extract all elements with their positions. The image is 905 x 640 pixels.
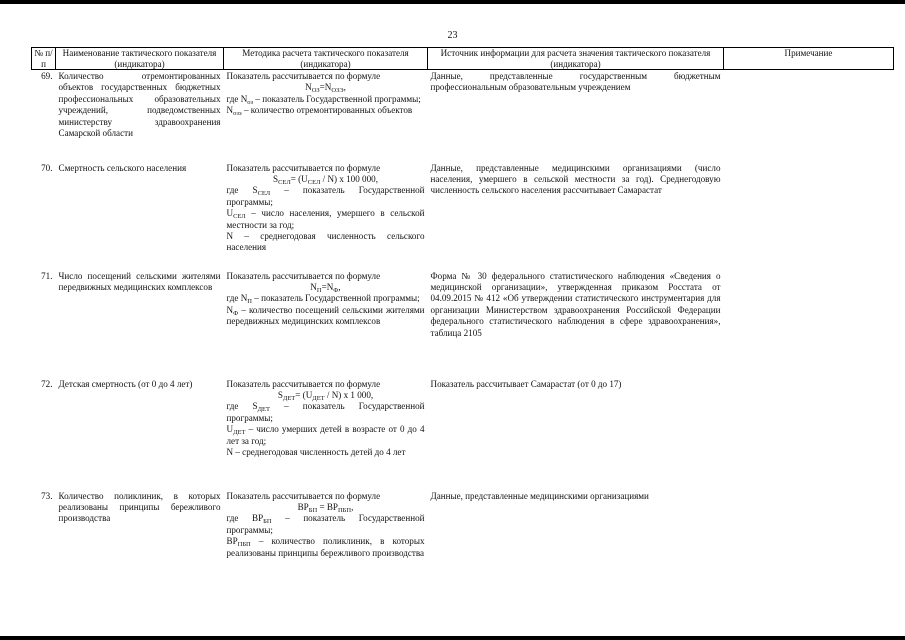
information-source: Данные, представленные государственным бюджетным профессиональным образовательным учреждением <box>430 71 721 93</box>
formula: $N_{ОЗ}=N_{ОЗЭ}$, <box>305 82 346 95</box>
method-intro: Показатель рассчитывается по формуле <box>226 378 381 389</box>
information-source: Форма № 30 федерального статистического наблюдения «Сведения о медицинской организации», утвержденная приказом Росстата от 04.09.2015 № 412 «Об утверждении статистического инструментария для организации Министерством здравоохранения Российской Федерации федерального статистического наблюдения в сфере здравоохранения», таблица 2105 <box>430 270 721 338</box>
method-line: $BP_{ПБП}$ – количество поликлиник, в которых реализованы принципы бережливого производства <box>226 536 425 558</box>
method-intro: Показатель рассчитывается по формуле <box>226 162 381 173</box>
indicator-name: Детская смертность (от 0 до 4 лет) <box>58 378 193 389</box>
formula: $S_{ДЕТ}= (U_{ДЕТ} / N)$ х 1 000, <box>277 389 374 402</box>
information-source: Показатель рассчитывает Самарастат (от 0 до 17) <box>430 378 622 389</box>
calculation-method <box>224 490 428 590</box>
note <box>724 378 894 490</box>
information-source: Данные, представленные медицинскими организациями <box>430 490 649 501</box>
header-source: Источник информации для расчета значения тактического показателя (индикатора) <box>428 48 724 70</box>
method-line: где $BP_{БП}$ – показатель Государственной программы; <box>226 513 425 535</box>
indicator-name: Количество поликлиник, в которых реализованы принципы бережливого производства <box>58 490 221 524</box>
note <box>724 490 894 590</box>
formula: $N_П=N_Ф$, <box>310 281 341 294</box>
method-intro: Показатель рассчитывается по формуле <box>226 71 381 81</box>
calculation-method <box>224 270 428 378</box>
table-row <box>32 70 894 162</box>
table-row <box>32 162 894 270</box>
method-intro: Показатель рассчитывается по формуле <box>226 490 381 501</box>
method-line: где $N_{оз}$ – показатель Государственной программы; <box>226 93 421 106</box>
note <box>724 70 894 162</box>
indicator-name: Количество отремонтированных объектов государственных бюджетных профессиональных образовательных учреждений, подведомственных министерству здравоохранения Самарской области <box>58 71 221 139</box>
method-line: $U_{СЕЛ}$ – число населения, умершего в сельской местности за год; <box>226 208 425 230</box>
page-number: 23 <box>447 30 458 41</box>
table-body <box>32 70 894 590</box>
row-number: 71. <box>41 270 53 281</box>
bottom-border <box>0 636 905 640</box>
row-number: 73. <box>41 490 53 501</box>
method-line: N – среднегодовая численность сельского населения <box>226 230 425 253</box>
note <box>724 270 894 378</box>
indicator-name: Число посещений сельскими жителями передвижных медицинских комплексов <box>58 270 221 292</box>
formula: $S_{СЕЛ}= (U_{СЕЛ} / N)$ х 100 000, <box>273 173 378 186</box>
header-method: Методика расчета тактического показателя (индикатора) <box>224 48 428 70</box>
header-name: Наименование тактического показателя (индикатора) <box>56 48 224 70</box>
method-line: где $S_{ДЕТ}$ – показатель Государственной программы; <box>226 401 425 423</box>
method-line: где $S_{СЕЛ}$ – показатель Государственной программы; <box>226 185 425 207</box>
indicator-name: Смертность сельского населения <box>58 162 187 173</box>
information-source: Данные, представленные медицинскими организациями (число населения, умершего в сельской местности за год). Среднегодовую численность сельского населения рассчитывает Самарастат <box>430 162 721 196</box>
method-line: $N_Ф$ – количество посещений сельскими жителями передвижных медицинских комплексов <box>226 304 425 327</box>
top-border <box>0 0 905 4</box>
row-number: 70. <box>41 162 53 173</box>
row-number: 72. <box>41 378 53 389</box>
table-header-row <box>32 48 894 70</box>
formula: $BP_{БП} = BP_{ПБП}$, <box>297 501 354 514</box>
method-line: где $N_П$ – показатель Государственной программы; <box>226 293 420 306</box>
calculation-method <box>224 162 428 270</box>
method-intro: Показатель рассчитывается по формуле <box>226 270 381 281</box>
table-row <box>32 270 894 378</box>
method-line: N – среднегодовая численность детей до 4 лет <box>226 446 406 457</box>
calculation-method <box>224 378 428 490</box>
table-row <box>32 490 894 590</box>
method-line: $U_{ДЕТ}$ – число умерших детей в возрасте от 0 до 4 лет за год; <box>226 424 425 446</box>
header-num: № п/п <box>32 48 56 70</box>
method-line: $N_{озэ}$ – количество отремонтированных объектов <box>226 105 413 118</box>
table-row <box>32 378 894 490</box>
row-number: 69. <box>41 71 53 81</box>
header-note: Примечание <box>724 48 894 70</box>
calculation-method <box>224 70 428 162</box>
note <box>724 162 894 270</box>
indicators-table <box>31 47 894 590</box>
